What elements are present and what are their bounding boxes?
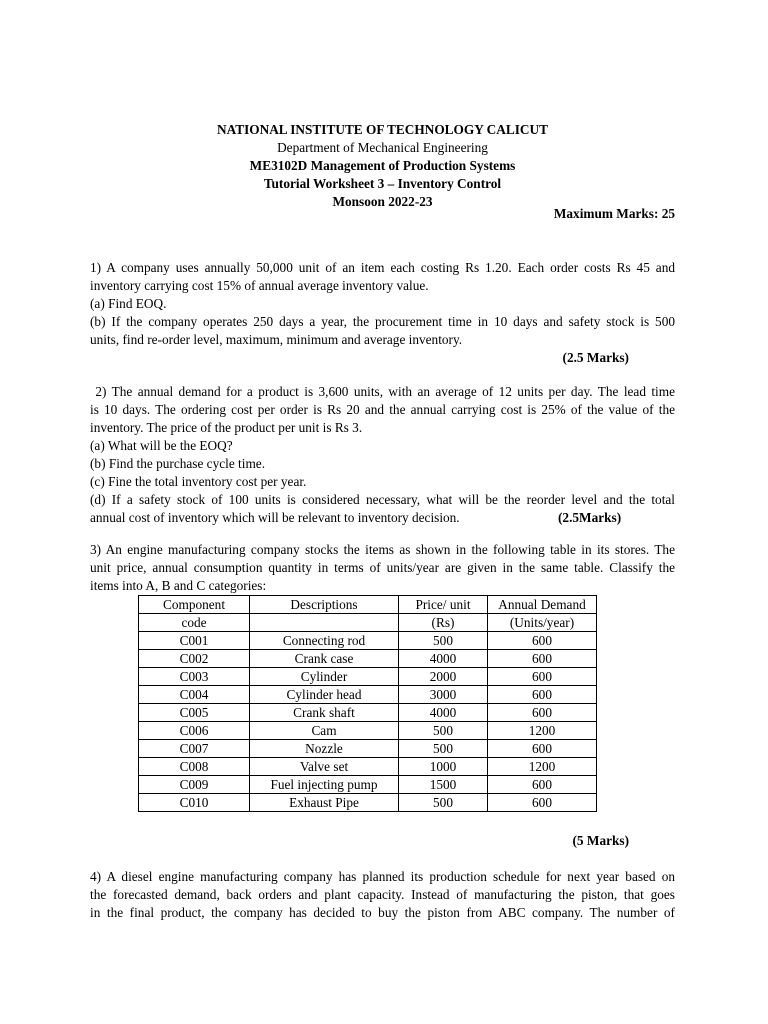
- header-cell: code: [139, 614, 250, 632]
- worksheet-title: Tutorial Worksheet 3 – Inventory Control: [263, 176, 502, 191]
- table-cell: Crank case: [250, 650, 399, 668]
- header-cell: (Units/year): [488, 614, 597, 632]
- question-2: [90, 383, 675, 527]
- table-cell: 500: [399, 632, 488, 650]
- header-cell: Annual Demand: [488, 596, 597, 614]
- question-line: [90, 509, 675, 527]
- table-cell: Crank shaft: [250, 704, 399, 722]
- table-cell: Fuel injecting pump: [250, 776, 399, 794]
- semester: Monsoon 2022-23: [332, 194, 433, 209]
- header-cell: Price/ unit: [399, 596, 488, 614]
- table-cell: 500: [399, 722, 488, 740]
- table-cell: 600: [488, 740, 597, 758]
- table-row: [139, 704, 597, 722]
- question-line: unit price, annual consumption quantity in terms of units/year are given in the same table. Classify the: [90, 560, 675, 575]
- table-cell: 2000: [399, 668, 488, 686]
- table-cell: 1500: [399, 776, 488, 794]
- question-line: inventory carrying cost 15% of annual average inventory value.: [90, 278, 429, 293]
- table-cell: 600: [488, 704, 597, 722]
- table-cell: Exhaust Pipe: [250, 794, 399, 812]
- document-header: [90, 121, 675, 211]
- question-line: inventory. The price of the product per unit is Rs 3.: [90, 420, 363, 435]
- question-line: in the final product, the company has decided to buy the piston from ABC company. The number of: [90, 905, 675, 920]
- question-line: the forecasted demand, back orders and plant capacity. Instead of manufacturing the piston, that goes: [90, 887, 675, 902]
- table-cell: Cam: [250, 722, 399, 740]
- table-cell: C008: [139, 758, 250, 776]
- table-cell: Cylinder head: [250, 686, 399, 704]
- table-row: [139, 650, 597, 668]
- course-title: ME3102D Management of Production Systems: [249, 158, 516, 173]
- table-cell: 600: [488, 686, 597, 704]
- table-row: [139, 740, 597, 758]
- question-marks: (2.5 Marks): [562, 350, 629, 365]
- table-cell: 600: [488, 632, 597, 650]
- table-cell: Connecting rod: [250, 632, 399, 650]
- header-cell: Descriptions: [250, 596, 399, 614]
- max-marks: Maximum Marks: 25: [553, 206, 675, 221]
- question-3: [90, 541, 675, 595]
- table-row: [139, 632, 597, 650]
- table-cell: Cylinder: [250, 668, 399, 686]
- table-cell: 1000: [399, 758, 488, 776]
- question-line: 1) A company uses annually 50,000 unit of an item each costing Rs 1.20. Each order costs Rs 45 and: [90, 260, 675, 275]
- table-header-row: [139, 596, 597, 614]
- table-cell: C001: [139, 632, 250, 650]
- question-line: (d) If a safety stock of 100 units is considered necessary, what will be the reorder level and the total: [90, 492, 675, 507]
- table-cell: C005: [139, 704, 250, 722]
- table-cell: C004: [139, 686, 250, 704]
- question-4: [90, 868, 675, 922]
- question-1: [90, 259, 675, 367]
- question-line: (a) What will be the EOQ?: [90, 438, 233, 453]
- table-row: [139, 794, 597, 812]
- component-table: [138, 595, 597, 812]
- table-cell: 1200: [488, 722, 597, 740]
- table-cell: 3000: [399, 686, 488, 704]
- table-cell: C006: [139, 722, 250, 740]
- table-cell: Valve set: [250, 758, 399, 776]
- table-cell: C003: [139, 668, 250, 686]
- question-line: (a) Find EOQ.: [90, 296, 167, 311]
- question-line: 2) The annual demand for a product is 3,600 units, with an average of 12 units per day. The lead time: [90, 384, 675, 399]
- table-cell: 4000: [399, 650, 488, 668]
- question-line: (b) If the company operates 250 days a year, the procurement time in 10 days and safety stock is 500: [90, 314, 675, 329]
- question-marks: (5 Marks): [572, 833, 629, 848]
- table-header-row: [139, 614, 597, 632]
- question-line: (c) Fine the total inventory cost per year.: [90, 474, 307, 489]
- institute-name: NATIONAL INSTITUTE OF TECHNOLOGY CALICUT: [216, 122, 548, 137]
- table-row: [139, 776, 597, 794]
- header-cell: [250, 614, 399, 632]
- table-cell: C010: [139, 794, 250, 812]
- question-line: units, find re-order level, maximum, minimum and average inventory.: [90, 332, 463, 347]
- table-cell: 500: [399, 794, 488, 812]
- header-cell: (Rs): [399, 614, 488, 632]
- table-cell: 600: [488, 650, 597, 668]
- table-cell: 500: [399, 740, 488, 758]
- table-cell: C002: [139, 650, 250, 668]
- question-line: 4) A diesel engine manufacturing company has planned its production schedule for next year based on: [90, 869, 675, 884]
- table-cell: C009: [139, 776, 250, 794]
- question-marks: (2.5Marks): [558, 510, 622, 525]
- table-row: [139, 686, 597, 704]
- question-line: is 10 days. The ordering cost per order is Rs 20 and the annual carrying cost is 25% of the value of the: [90, 402, 675, 417]
- table-row: [139, 668, 597, 686]
- table-cell: 600: [488, 794, 597, 812]
- table-cell: 4000: [399, 704, 488, 722]
- table-cell: 600: [488, 776, 597, 794]
- question-line-text: annual cost of inventory which will be relevant to inventory decision.: [90, 510, 460, 525]
- table-row: [139, 758, 597, 776]
- table-cell: C007: [139, 740, 250, 758]
- header-cell: Component: [139, 596, 250, 614]
- department-name: Department of Mechanical Engineering: [277, 140, 488, 155]
- table-row: [139, 722, 597, 740]
- question-line: 3) An engine manufacturing company stocks the items as shown in the following table in its stores. The: [90, 542, 675, 557]
- question-line: (b) Find the purchase cycle time.: [90, 456, 266, 471]
- table-cell: 1200: [488, 758, 597, 776]
- table-cell: Nozzle: [250, 740, 399, 758]
- table-cell: 600: [488, 668, 597, 686]
- question-line: items into A, B and C categories:: [90, 578, 267, 593]
